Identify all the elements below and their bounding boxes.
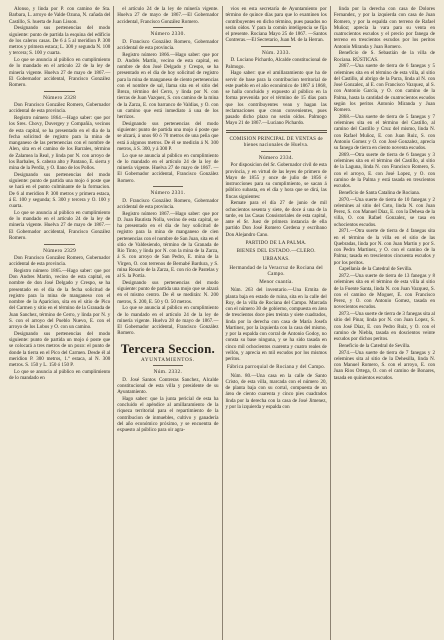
notice-number: Número 2329 [43, 247, 77, 254]
paragraph: 2869.—Otra suerte de tierra de 6 fanegas y 3 celemines sita en el término del Castillo, al sitio de la Laguna, linda N. con Francisco Romero, S. con el arroyo, E. con José Lopez, y O. con camino de la Palma y está tasada en trescientos escudos. [333, 151, 435, 189]
paragraph: Designando sus pertenencias del modo siguiente: punto de partida una mojo que se alzará en el mismo centro. De él se medirán: N. 200 metros, S. 200, E. 50 y O. 50 metros. [117, 279, 219, 305]
paragraph: 2871.—Otra suerte de tierra de 4 fanegas sita en el término de la villa en el sitio de las Quebradas, linda por N. con Juan Martin y por S. con Pedro Martinez, y O. con el camino de la Palma; tasada en trescientos cincuenta escudos y por los peritos. [333, 228, 435, 266]
paragraph: Por disposicion del Sr. Gobernador civil de esta provincia, y en virtud de las leyes de primero de Mayo de 1855 y once de julio de 1856 é instrucciones para su cumplimiento, se sacan á público subasta, en el día y hora que se dirá, las fincas siguientes: [225, 162, 327, 200]
notice-number: Número 2328 [43, 94, 77, 101]
paragraph: D. Francisco González Romero, Gobernador accidental de esta provincia. [117, 197, 219, 210]
centered-heading: Hermandad de la Veracruz de Rociana del Campo. [229, 264, 323, 277]
column-1 [6, 6, 114, 640]
paragraph: vios en esta secretaría de Ayuntamiento por término de quince días para que lo examinen los contribuyentes en dicho término, pues pasados no serán oídos. Y para la común inteligencia se fija el presente. Rociana Mayo 25 de 1867. —Santos Contreras.—El Secretario, Juan M. de la Herran. [225, 6, 327, 44]
centered-heading: PARTIDO DE LA PALMA. [245, 239, 307, 246]
notice-number: Núm. 2333. [261, 50, 291, 56]
paragraph: 2874.—Una suerte de tierra de 7 fanegas y 2 celemines sita al sitio de la Dehesilla, linda N. con Manuel Romero, S. con el arroyo, E. con Juan Rios Ortega, O. con el camino de Bonares, tasada en quinientos escudos. [333, 349, 435, 381]
paragraph: Designando sus pertenencias del modo siguiente: punto de partida la esquina del edificio de los caleros casas. De 6 á 5 al meridion P. 300 metros y primera estaca; L. 300 y segunda N. 100 y tercera; S. 100 y cuarta. [9, 25, 111, 57]
column-3 [223, 6, 331, 640]
paragraph: el artículo 24 de la ley de minería vigente. Huelva 27 de mayo de 1867.—El Gobernador accidental, Francisco González Romero. [117, 6, 219, 25]
paragraph: 2870.—Una suerte de tierra de 10 fanegas y 2 celemines al sitio del Coto, linda N. con Juan Perez, S. con Manuel Diaz, E. con la Dehesa de la villa, O. con Rafael Gonzalez, se tasa en ochocientos escudos. [333, 196, 435, 228]
paragraph: Hago saber: que la junta pericial de esta ha concluido el apéndice al amillaramiento de la riqueza territorial para el repartimiento de la contribucion de inmuebles, cultivo y ganadería del año económico próximo, y se encuentra de expuesto al público para oir agra- [117, 395, 219, 433]
section-subtitle: AYUNTAMIENTOS. [141, 356, 195, 363]
paragraph: Beneficio de la Catedral de Sevilla. [338, 342, 411, 349]
centered-heading: Fábrica parroquial de Rociana y del Campo. [226, 364, 326, 371]
separator-rule [44, 244, 74, 245]
paragraph: 2872.—Una suerte de tierra de 13 fanegas y 8 celemines sita en el término de esta villa al sitio de la Fuente Santa, linda N. con Juan Vazquez, S. con el camino de Moguer, E. con Francisco Perez, y O. con Antonio Gomez, tasada en novecientos escudos. [333, 273, 435, 311]
paragraph: Lo que se anuncia al público en cumplimiento de lo mandado en el artículo 24 de la ley de minería vigente. Huelva 28 de mayo de 1867.—El Gobernador accidental, Francisco González Romero. [117, 305, 219, 337]
paragraph: Registro número 1866.—Hago saber: que por D. Andrés Martín, vecino de esta capital, en nombre de don José Delgado y Crespo, se ha presentado en el dia de hoy solicitud de registro para la mina de manganeso de ciento pertenencias con el nombre de sal, llama sita en el sitio del Brezo, término del Cerro, y linda por N. con tierras de Juan Vazquez, S. con camino de la mina de la Zarza, E. con barranco de Valdias, y O. con un camino que está inmediato á una de los herrizos. [117, 51, 219, 120]
paragraph: Remate para el día 27 de junio de mil ochocientos sesenta y siete, de doce á una de la tarde, en las Casas Consistoriales de esta capital, ante el Sr. Juez de primera instancia de ella partido Don José Romero Cerdena y escribano Don Alejandro Cano. [225, 200, 327, 238]
paragraph: Registro número 1865.—Hago saber: que por Don Andres Martin, vecino de esta capital, en nombre de don José Delgado y Crespo, se ha presentado en el dia de la fecha solicitud de registro para la mina de manganeso con el nombre de la Aparicion, sita en el sitio de Pico del Carmen y sitio en el término de la Granada de Juan Sanchez, término de Cerro, y linda por N. y S. con el arroyo del Pueblo Nuevo, E. con el arroyo de los Lobos y O. con un camino. [9, 267, 111, 330]
paragraph: D. José Santos Contreras Sanchez, Alcalde constitucional de esta villa y presidente de su Ayuntamiento. [117, 376, 219, 395]
separator-rule [153, 27, 183, 28]
centered-heading: Menor cuantía. [259, 279, 293, 285]
paragraph: Beneficio de Santa Catalina de Rociana. [338, 189, 421, 196]
centered-heading: COMISION PRINCIPAL DE VENTAS de bienes nacionales de Huelva. [229, 136, 323, 149]
paragraph: Núm. 80.—Una casa en la calle de Santo Cristo, de esta villa, marcada con el número 20, de planta baja con su corral, compuesta de un área de ciento cuarenta y cinco pies cuadrados linda por la derecha con la casa de José Jimenez, y por la izquierda y espalda con [225, 372, 327, 410]
paragraph: Registro número 1867.—Hago saber: que por D. Juan Bautista Nolla, vecino de esta capital, se ha presentado en el dia de hoy solicitud de registro para la mina de manganeso de cien pertenencias con el nombre de San Juan, sita en el sitio de Valdesiendo, término de la Granada de Rio Tinto, y linda por N. con la mina de la Zarza, á S. con arroyo de San Pedro, E. mina de la Virgen, O. con terrenos de Bernabé Bardura, y S. mina Rosario de la Zarza, E. con río de Pastelas y al S. la Portía. [117, 210, 219, 279]
paragraph: Lo que se anuncia al público en cumplimiento de lo mandado en el artículo 24 de la ley de minería vigente. Huelva 27 de mayo de 1867.—El Gobernador accidental, Francisco González Romero. [9, 209, 111, 241]
column-4 [331, 6, 438, 640]
notice-number: Núm. 2332. [153, 369, 183, 376]
paragraph: Lo que se anuncia al público en cumplimiento de lo mandado en [9, 368, 111, 381]
separator-rule [153, 365, 183, 366]
paragraph: Designando sus pertenencias del modo siguiente: punto de partida una mojo ó poste que se alzará, á unos 60 ó 70 metros de una peña que está á algunos metros. De él se medirán á N. 300 metros, á S. 300, y á 300 P. [117, 120, 219, 152]
separator-rule [153, 186, 183, 187]
paragraph: Designando sus pertenencias del modo siguiente: punto de partida un mojo ó poste que se colocará a tres metros de un pozo: el punto de donde la tierra en el Pico del Carmen. Desde él al meridion P. 300 metros, 1.ª estaca, al N. 300 metros. S. 150 y L. 150 ó 150 P. [9, 330, 111, 368]
centered-heading: BIENES DEL ESTADO.—CLERO. [236, 248, 316, 254]
paragraph: Designando sus pertenencias del modo siguiente: punto de partida una mojo ó poste que se hará en el punto culminante de la formacion. De 6 al meridion P. 300 metros y primera estaca, á E. 100 y segunda; S. 300 y tercera y O. 100 y cuarta. [9, 171, 111, 209]
paragraph: linda por la derecha con casa de Dolores Fernandez, y por la izquierda con casa de Juan Romero, y por la espalda con terreno de Rafael Muñoz; aprecia la vara para su venta en cuatrocientos escudos y el precio por fanega de terreno en trescientos escudos por los peritos Antonio Miranda y Juan Romero. [333, 6, 435, 50]
paragraph: Alonso, y linda por P. con camino de Sta. Barbara, L. arroyo de Valde Ozuna, N. cañada del Castillo, S. huerta de Juan Lisson. [9, 6, 111, 25]
centered-heading: URBANAS. [262, 256, 290, 263]
paragraph: D. Francisco González Romero, Gobernador accidental de esta provincia. [117, 38, 219, 51]
double-rule [226, 130, 327, 134]
paragraph: Capellanía de la Catedral de Sevilla. [338, 266, 413, 273]
paragraph: 2868.—Una suerte de tierra de 5 fanegas y 7 celemines sita en el término del Castillo, al camino del Castillo y Cruz del mismo, linda N. con Rafael Muñoz, E. con Juan Ruiz, S. con Antonio Gomez y O. con José Gonzalez, aprecia su fanega de tierra en ciento noventa escudos. [333, 113, 435, 151]
notice-number: Número 2331. [150, 190, 186, 197]
notice-number: Número 2334. [258, 155, 294, 161]
column-2 [114, 6, 222, 640]
paragraph: D. Luciano Pichardo, Alcalde constitucional de Palmogo. [225, 57, 327, 70]
separator-rule [261, 151, 291, 152]
paragraph: Beneficio de S. Sebastián de la villa de Rociana. RÚSTICAS. [333, 50, 435, 63]
notice-number: Número 2330. [150, 31, 186, 38]
paragraph: Hago saber: que el amillaramiento que ha de servir de base para la contribucion territorial de este pueblo en el año económico de 1867 á 1868, se halla concluido y expuesto al público en la forma prevenida por el término de 15 días para que los contribuyentes vean y hagan las reclamaciones que crean convenientes, pues pasado dicho plazo no serán oídos. Palmogo Mayo 21 de 1867.—Luciano Pichardo. [225, 70, 327, 127]
paragraph: Núm. 263 del inventario.—Una Ermita de planta baja en estado de ruina, sita en la calle del Roy, de la villa de Rociana del Campo. Marcada con el número 30 de gobierno, compuesta en área de trescientos doce pies treinta y siete cuadrados, linda por la derecha con casa de María Josefa Martinez, por la izquierda con la casa del mismo, y por la espalda con corral de Antonio Godoy, no consta su base ninguna, y se ha sido tasada en cinco mil ochocientos cuarenta y cuatro reales de vellón, y aprecia en mil escudos por los mismos peritos. [225, 287, 327, 362]
section-title: Tercera Seccion. [120, 340, 215, 356]
paragraph: Lo que se anuncia al público en cumplimiento de lo mandado en el articulo 22 de la ley de minería vigente. Huelva 27 de mayo de 1867.—El Gobernador accidental, Francisco González Romero. [9, 57, 111, 88]
separator-rule [261, 46, 291, 47]
paragraph: Don Francisco González Romero, Gobernador accidental de esta provincia. [9, 102, 111, 115]
paragraph: Registro número 1864.—Hago saber: que por los Sres. Chovy, Duvergey y Compañía, vecinos de esta capital, se ha presentado en el dia de la fecha solicitud de registro para la mina de manganeso de las pertenencias con el nombre de Alen, sita en el camino de los Barrales, término de Zalamea la Real, y linda por N. con arroyo de los Barbales, S. cabezo alto y Pantano, E. sierra y mina de la Perdiz, y O. llano de los Pollos. [9, 115, 111, 171]
paragraph: Don Francisco González Romero, Gobernador accidental de esta provincia. [9, 254, 111, 267]
paragraph: 2867.—Una suerte de tierra de 6 fanegas y 5 celemines sita en el término de esta villa, al sitio del Castillo, al abrigo de la Parra, linda al N. con José Gonzalez, al E. con Francisco Vazquez, al S. con Antonio Garcia, y O. con camino de la Palma, hasta la cantidad de cuatrocientos escudos según los peritos Antonio Miranda y Juan Romero. [333, 63, 435, 113]
paragraph: Lo que se anuncia al público en cumplimiento de lo mandado en el artículo 24 de la ley de minería vigente. Huelva 27 de mayo de 1867. —El Gobernador accidental, Francisco González Romero. [117, 152, 219, 184]
paragraph: 2873.—Una suerte de tierra de 3 fanegas sita al sitio del Pinar, linda por N. con Juan Lopez, S. con José Diaz, E. con Pedro Ruiz, y O. con el camino de Niebla, tasada en doscientos veinte escudos por dichos peritos. [333, 311, 435, 342]
separator-rule [44, 91, 74, 92]
